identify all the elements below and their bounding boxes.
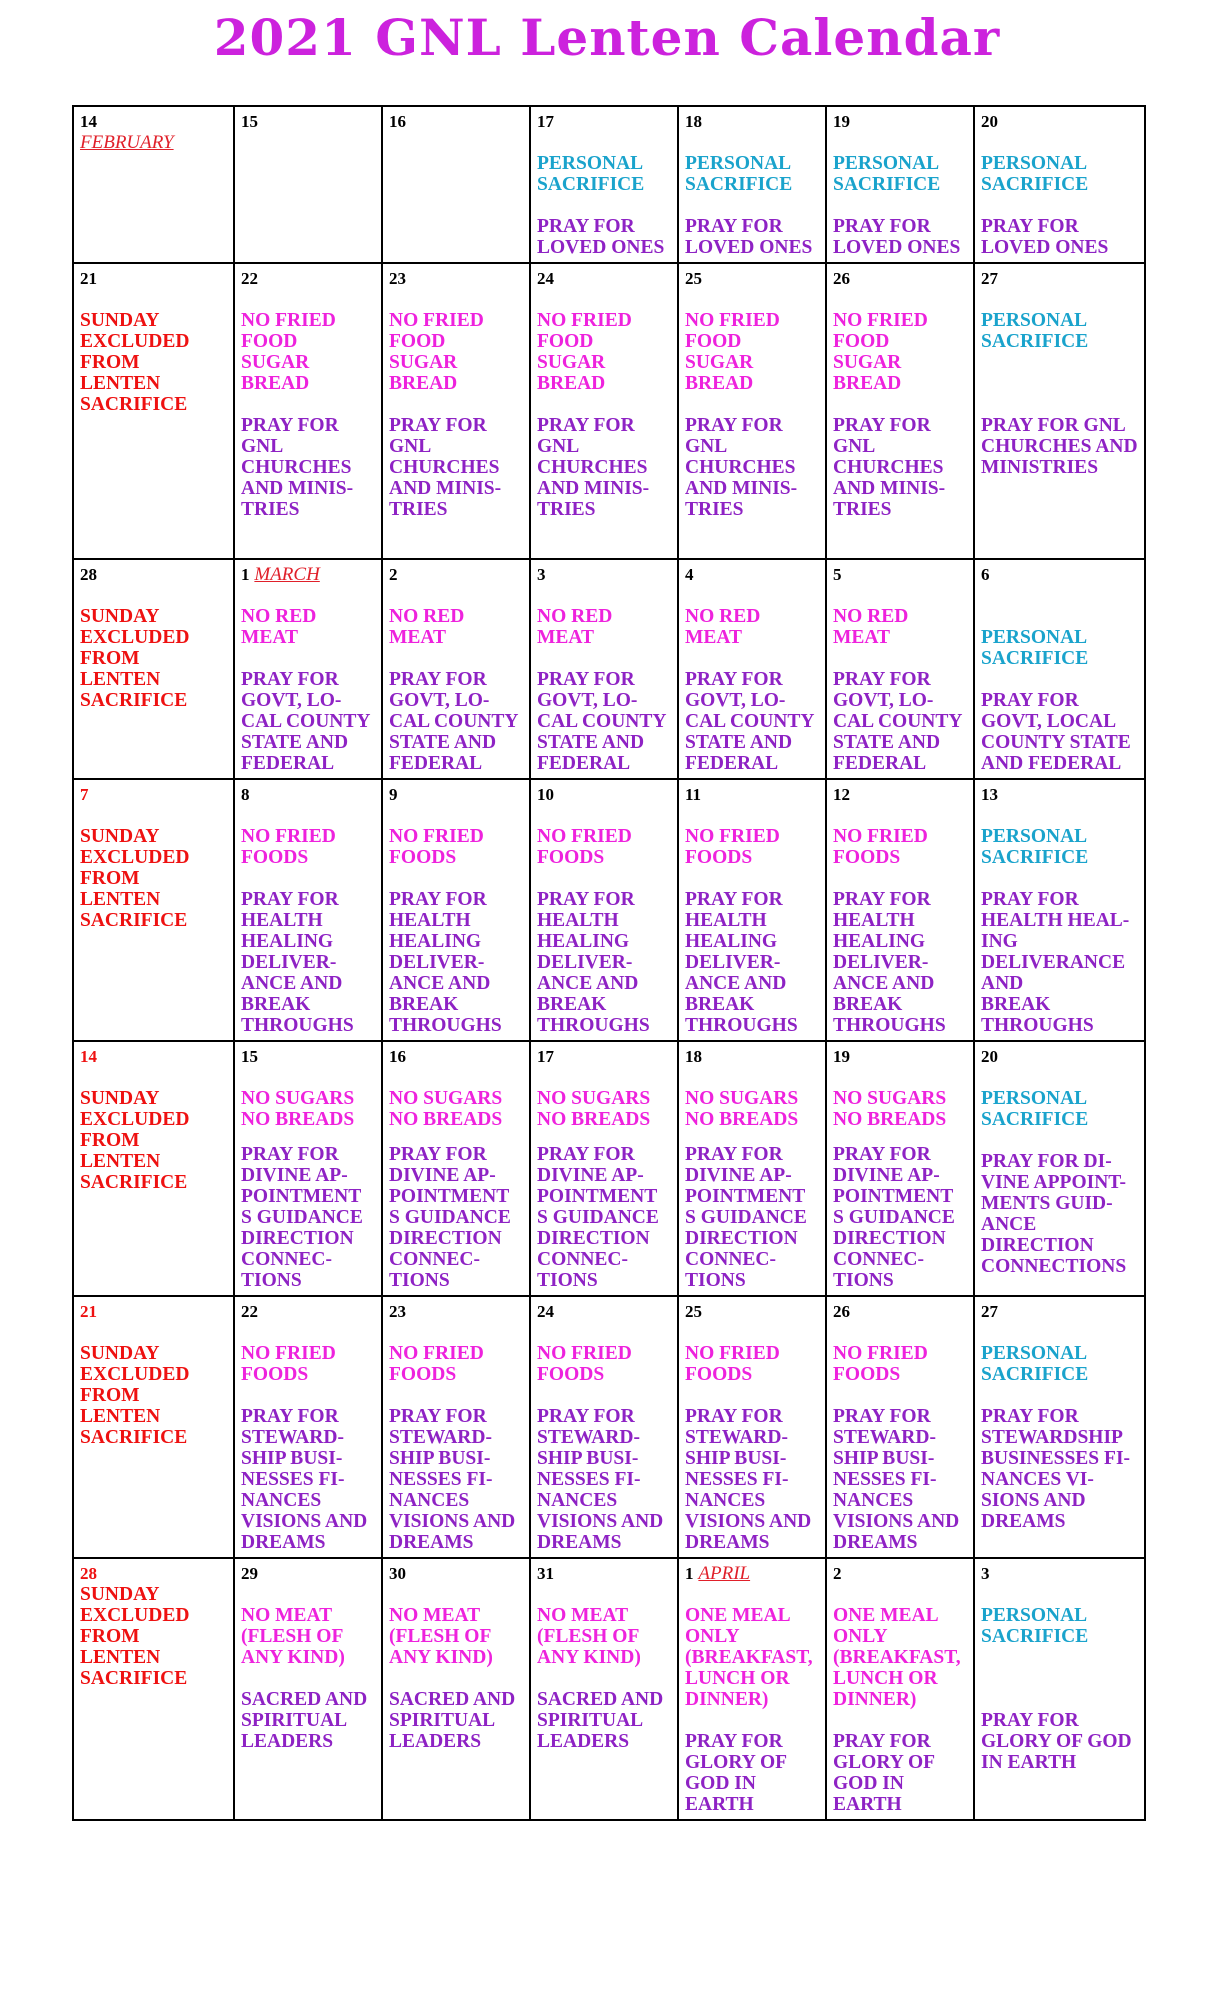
fast-restriction-note: NO FRIED FOOD SUGAR BREAD <box>389 310 484 394</box>
day-number: 4 <box>685 565 694 584</box>
personal-sacrifice-note: PERSONAL SACRIFICE <box>981 627 1089 669</box>
calendar-day-cell <box>530 1041 678 1296</box>
fast-restriction-note: NO MEAT (FLESH OF ANY KIND) <box>241 1605 345 1668</box>
calendar-day-cell <box>73 263 234 559</box>
day-number: 28 <box>80 1564 97 1583</box>
day-number: 21 <box>80 269 97 288</box>
fast-restriction-note: NO RED MEAT <box>833 606 909 648</box>
calendar-day-cell <box>530 106 678 263</box>
calendar-day-cell <box>974 106 1145 263</box>
calendar-day-cell <box>382 106 530 263</box>
day-number: 27 <box>981 1302 998 1321</box>
day-number: 3 <box>537 565 546 584</box>
fast-restriction-note: NO RED MEAT <box>537 606 613 648</box>
fast-restriction-note: NO FRIED FOOD SUGAR BREAD <box>537 310 632 394</box>
day-number: 21 <box>80 1302 97 1321</box>
day-number: 7 <box>80 785 89 804</box>
day-number: 2 <box>833 1564 842 1583</box>
calendar-day-cell <box>530 559 678 779</box>
fast-restriction-note: NO SUGARS NO BREADS <box>389 1088 503 1130</box>
fast-restriction-note: NO SUGARS NO BREADS <box>685 1088 799 1130</box>
day-number: 28 <box>80 565 97 584</box>
prayer-focus-note: PRAY FOR STEWARD- SHIP BUSI- NESSES FI- NANCES VISIONS AND DREAMS <box>685 1406 812 1553</box>
calendar-day-cell <box>234 263 382 559</box>
fast-restriction-note: NO RED MEAT <box>389 606 465 648</box>
prayer-focus-note: PRAY FOR GOVT, LO- CAL COUNTY STATE AND FEDERAL <box>537 669 667 774</box>
fast-restriction-note: NO FRIED FOODS <box>685 826 780 868</box>
prayer-focus-note: PRAY FOR STEWARD- SHIP BUSI- NESSES FI- NANCES VISIONS AND DREAMS <box>389 1406 516 1553</box>
calendar-day-cell <box>678 1296 826 1558</box>
prayer-focus-note: PRAY FOR GOVT, LO- CAL COUNTY STATE AND FEDERAL <box>833 669 963 774</box>
month-label: MARCH <box>254 564 320 585</box>
day-number: 29 <box>241 1564 258 1583</box>
calendar-day-cell <box>530 1296 678 1558</box>
calendar-day-cell <box>826 779 974 1041</box>
lenten-calendar-grid <box>72 105 1146 1821</box>
sunday-excluded-note: SUNDAY EXCLUDED FROM LENTEN SACRIFICE <box>80 826 190 931</box>
day-number: 20 <box>981 1047 998 1066</box>
fast-restriction-note: NO FRIED FOOD SUGAR BREAD <box>241 310 336 394</box>
calendar-day-cell <box>974 263 1145 559</box>
day-number: 23 <box>389 1302 406 1321</box>
calendar-day-cell <box>382 1041 530 1296</box>
day-number: 25 <box>685 1302 702 1321</box>
fast-restriction-note: NO FRIED FOODS <box>389 1343 484 1385</box>
day-number: 27 <box>981 269 998 288</box>
fast-restriction-note: NO FRIED FOODS <box>241 826 336 868</box>
fast-restriction-note: NO FRIED FOODS <box>685 1343 780 1385</box>
day-number: 23 <box>389 269 406 288</box>
calendar-day-cell <box>234 1558 382 1820</box>
personal-sacrifice-note: PERSONAL SACRIFICE <box>981 1088 1089 1130</box>
sunday-excluded-note: SUNDAY EXCLUDED FROM LENTEN SACRIFICE <box>80 1584 190 1689</box>
prayer-focus-note: PRAY FOR GNL CHURCHES AND MINIS- TRIES <box>389 415 502 520</box>
fast-restriction-note: NO FRIED FOODS <box>833 1343 928 1385</box>
calendar-day-cell <box>530 779 678 1041</box>
fast-restriction-note: NO SUGARS NO BREADS <box>241 1088 355 1130</box>
calendar-day-cell <box>234 559 382 779</box>
calendar-day-cell <box>678 779 826 1041</box>
personal-sacrifice-note: PERSONAL SACRIFICE <box>833 153 941 195</box>
day-number: 8 <box>241 785 250 804</box>
fast-restriction-note: NO FRIED FOOD SUGAR BREAD <box>833 310 928 394</box>
prayer-focus-note: PRAY FOR GNL CHURCHES AND MINIS- TRIES <box>241 415 354 520</box>
fast-restriction-note: NO RED MEAT <box>241 606 317 648</box>
prayer-focus-note: PRAY FOR HEALTH HEALING DELIVER- ANCE AND BREAK THROUGHS <box>389 889 502 1036</box>
calendar-day-cell <box>678 106 826 263</box>
calendar-day-cell <box>73 1296 234 1558</box>
calendar-day-cell <box>826 1558 974 1820</box>
fast-restriction-note: NO MEAT (FLESH OF ANY KIND) <box>389 1605 493 1668</box>
month-label: FEBRUARY <box>80 132 174 153</box>
prayer-focus-note: PRAY FOR LOVED ONES <box>537 216 665 258</box>
calendar-day-cell <box>234 779 382 1041</box>
prayer-focus-note: PRAY FOR LOVED ONES <box>981 216 1109 258</box>
calendar-day-cell <box>382 1296 530 1558</box>
prayer-focus-note: PRAY FOR GNL CHURCHES AND MINIS- TRIES <box>537 415 650 520</box>
prayer-focus-note: PRAY FOR DIVINE AP- POINTMENT S GUIDANCE DIRECTION CONNEC- TIONS <box>389 1144 511 1291</box>
day-number: 19 <box>833 112 850 131</box>
day-number: 9 <box>389 785 398 804</box>
calendar-week-row <box>73 1296 1145 1558</box>
prayer-focus-note: PRAY FOR GOVT, LO- CAL COUNTY STATE AND FEDERAL <box>685 669 815 774</box>
fast-restriction-note: NO SUGARS NO BREADS <box>537 1088 651 1130</box>
day-number: 20 <box>981 112 998 131</box>
calendar-day-cell <box>382 559 530 779</box>
day-number: 24 <box>537 269 554 288</box>
prayer-focus-note: PRAY FOR LOVED ONES <box>833 216 961 258</box>
prayer-focus-note: PRAY FOR GOVT, LO- CAL COUNTY STATE AND FEDERAL <box>389 669 519 774</box>
calendar-day-cell <box>678 1041 826 1296</box>
day-number: 12 <box>833 785 850 804</box>
personal-sacrifice-note: PERSONAL SACRIFICE <box>981 1605 1089 1647</box>
personal-sacrifice-note: PERSONAL SACRIFICE <box>981 1343 1089 1385</box>
calendar-day-cell <box>73 1041 234 1296</box>
prayer-focus-note: PRAY FOR STEWARD- SHIP BUSI- NESSES FI- NANCES VISIONS AND DREAMS <box>833 1406 960 1553</box>
calendar-day-cell <box>73 779 234 1041</box>
day-number: 16 <box>389 112 406 131</box>
personal-sacrifice-note: PERSONAL SACRIFICE <box>981 153 1089 195</box>
calendar-day-cell <box>826 1041 974 1296</box>
calendar-body <box>73 106 1145 1820</box>
day-number: 16 <box>389 1047 406 1066</box>
day-number: 3 <box>981 1564 990 1583</box>
calendar-day-cell <box>382 263 530 559</box>
day-number: 6 <box>981 565 990 584</box>
prayer-focus-note: PRAY FOR DIVINE AP- POINTMENT S GUIDANCE DIRECTION CONNEC- TIONS <box>537 1144 659 1291</box>
fast-restriction-note: NO MEAT (FLESH OF ANY KIND) <box>537 1605 641 1668</box>
prayer-focus-note: PRAY FOR GNL CHURCHES AND MINIS- TRIES <box>833 415 946 520</box>
personal-sacrifice-note: PERSONAL SACRIFICE <box>981 310 1089 352</box>
day-number: 1 <box>241 565 250 584</box>
prayer-focus-note: PRAY FOR GLORY OF GOD IN EARTH <box>833 1731 936 1815</box>
day-number: 25 <box>685 269 702 288</box>
prayer-focus-note: PRAY FOR GOVT, LOCAL COUNTY STATE AND FEDERAL <box>981 690 1131 774</box>
calendar-day-cell <box>678 1558 826 1820</box>
day-number: 26 <box>833 269 850 288</box>
prayer-focus-note: PRAY FOR HEALTH HEALING DELIVER- ANCE AND BREAK THROUGHS <box>685 889 798 1036</box>
prayer-focus-note: PRAY FOR GLORY OF GOD IN EARTH <box>981 1710 1132 1773</box>
calendar-day-cell <box>678 559 826 779</box>
fast-restriction-note: NO FRIED FOODS <box>537 1343 632 1385</box>
personal-sacrifice-note: PERSONAL SACRIFICE <box>685 153 793 195</box>
calendar-week-row <box>73 559 1145 779</box>
calendar-day-cell <box>826 1296 974 1558</box>
calendar-day-cell <box>382 1558 530 1820</box>
day-number: 17 <box>537 1047 554 1066</box>
prayer-focus-note: PRAY FOR GNL CHURCHES AND MINISTRIES <box>981 415 1138 478</box>
calendar-week-row <box>73 779 1145 1041</box>
calendar-day-cell <box>73 106 234 263</box>
calendar-day-cell <box>73 1558 234 1820</box>
prayer-focus-note: PRAY FOR HEALTH HEALING DELIVER- ANCE AND BREAK THROUGHS <box>537 889 650 1036</box>
calendar-day-cell <box>974 779 1145 1041</box>
fast-restriction-note: NO FRIED FOODS <box>389 826 484 868</box>
day-number: 15 <box>241 1047 258 1066</box>
prayer-focus-note: PRAY FOR STEWARD- SHIP BUSI- NESSES FI- NANCES VISIONS AND DREAMS <box>537 1406 664 1553</box>
day-number: 22 <box>241 269 258 288</box>
calendar-day-cell <box>234 1296 382 1558</box>
day-number: 14 <box>80 112 97 131</box>
calendar-day-cell <box>826 559 974 779</box>
calendar-week-row <box>73 1558 1145 1820</box>
prayer-focus-note: PRAY FOR GNL CHURCHES AND MINIS- TRIES <box>685 415 798 520</box>
calendar-title: 2021 GNL Lenten Calendar <box>213 8 1001 67</box>
prayer-focus-note: PRAY FOR GLORY OF GOD IN EARTH <box>685 1731 788 1815</box>
prayer-focus-note: PRAY FOR DIVINE AP- POINTMENT S GUIDANCE DIRECTION CONNEC- TIONS <box>833 1144 955 1291</box>
calendar-week-row <box>73 1041 1145 1296</box>
fast-restriction-note: NO RED MEAT <box>685 606 761 648</box>
day-number: 30 <box>389 1564 406 1583</box>
calendar-day-cell <box>530 263 678 559</box>
calendar-day-cell <box>974 559 1145 779</box>
calendar-day-cell <box>234 106 382 263</box>
prayer-focus-note: PRAY FOR DIVINE AP- POINTMENT S GUIDANCE DIRECTION CONNEC- TIONS <box>241 1144 363 1291</box>
fast-restriction-note: NO FRIED FOODS <box>833 826 928 868</box>
day-number: 2 <box>389 565 398 584</box>
calendar-week-row <box>73 106 1145 263</box>
day-number: 14 <box>80 1047 97 1066</box>
calendar-day-cell <box>974 1558 1145 1820</box>
prayer-focus-note: PRAY FOR DIVINE AP- POINTMENT S GUIDANCE DIRECTION CONNEC- TIONS <box>685 1144 807 1291</box>
day-number: 1 <box>685 1564 694 1583</box>
prayer-focus-note: PRAY FOR STEWARD- SHIP BUSI- NESSES FI- NANCES VISIONS AND DREAMS <box>241 1406 368 1553</box>
fast-restriction-note: NO SUGARS NO BREADS <box>833 1088 947 1130</box>
day-number: 19 <box>833 1047 850 1066</box>
month-label: APRIL <box>698 1563 751 1584</box>
calendar-week-row <box>73 263 1145 559</box>
fast-restriction-note: ONE MEAL ONLY (BREAKFAST, LUNCH OR DINNER) <box>685 1605 813 1710</box>
calendar-day-cell <box>974 1041 1145 1296</box>
day-number: 31 <box>537 1564 554 1583</box>
day-number: 26 <box>833 1302 850 1321</box>
fast-restriction-note: NO FRIED FOODS <box>241 1343 336 1385</box>
calendar-day-cell <box>678 263 826 559</box>
sunday-excluded-note: SUNDAY EXCLUDED FROM LENTEN SACRIFICE <box>80 1343 190 1448</box>
calendar-day-cell <box>382 779 530 1041</box>
calendar-day-cell <box>73 559 234 779</box>
day-number: 15 <box>241 112 258 131</box>
calendar-day-cell <box>234 1041 382 1296</box>
prayer-focus-note: PRAY FOR HEALTH HEAL- ING DELIVERANCE AND BREAK THROUGHS <box>981 889 1130 1036</box>
day-number: 13 <box>981 785 998 804</box>
sunday-excluded-note: SUNDAY EXCLUDED FROM LENTEN SACRIFICE <box>80 606 190 711</box>
day-number: 18 <box>685 1047 702 1066</box>
fast-restriction-note: NO FRIED FOOD SUGAR BREAD <box>685 310 780 394</box>
day-number: 11 <box>685 785 702 804</box>
prayer-focus-note: PRAY FOR HEALTH HEALING DELIVER- ANCE AND BREAK THROUGHS <box>241 889 354 1036</box>
prayer-focus-note: PRAY FOR DI- VINE APPOINT- MENTS GUID- ANCE DIRECTION CONNECTIONS <box>981 1151 1127 1277</box>
day-number: 17 <box>537 112 554 131</box>
calendar-day-cell <box>530 1558 678 1820</box>
prayer-focus-note: PRAY FOR HEALTH HEALING DELIVER- ANCE AND BREAK THROUGHS <box>833 889 946 1036</box>
sunday-excluded-note: SUNDAY EXCLUDED FROM LENTEN SACRIFICE <box>80 310 190 415</box>
sunday-excluded-note: SUNDAY EXCLUDED FROM LENTEN SACRIFICE <box>80 1088 190 1193</box>
day-number: 24 <box>537 1302 554 1321</box>
prayer-focus-note: SACRED AND SPIRITUAL LEADERS <box>389 1689 516 1752</box>
prayer-focus-note: SACRED AND SPIRITUAL LEADERS <box>241 1689 368 1752</box>
calendar-day-cell <box>974 1296 1145 1558</box>
day-number: 22 <box>241 1302 258 1321</box>
fast-restriction-note: ONE MEAL ONLY (BREAKFAST, LUNCH OR DINNER) <box>833 1605 961 1710</box>
day-number: 10 <box>537 785 554 804</box>
calendar-day-cell <box>826 263 974 559</box>
personal-sacrifice-note: PERSONAL SACRIFICE <box>981 826 1089 868</box>
day-number: 5 <box>833 565 842 584</box>
prayer-focus-note: PRAY FOR STEWARDSHIP BUSINESSES FI- NANCES VI- SIONS AND DREAMS <box>981 1406 1131 1532</box>
fast-restriction-note: NO FRIED FOODS <box>537 826 632 868</box>
prayer-focus-note: SACRED AND SPIRITUAL LEADERS <box>537 1689 664 1752</box>
calendar-day-cell <box>826 106 974 263</box>
day-number: 18 <box>685 112 702 131</box>
prayer-focus-note: PRAY FOR GOVT, LO- CAL COUNTY STATE AND FEDERAL <box>241 669 371 774</box>
personal-sacrifice-note: PERSONAL SACRIFICE <box>537 153 645 195</box>
prayer-focus-note: PRAY FOR LOVED ONES <box>685 216 813 258</box>
